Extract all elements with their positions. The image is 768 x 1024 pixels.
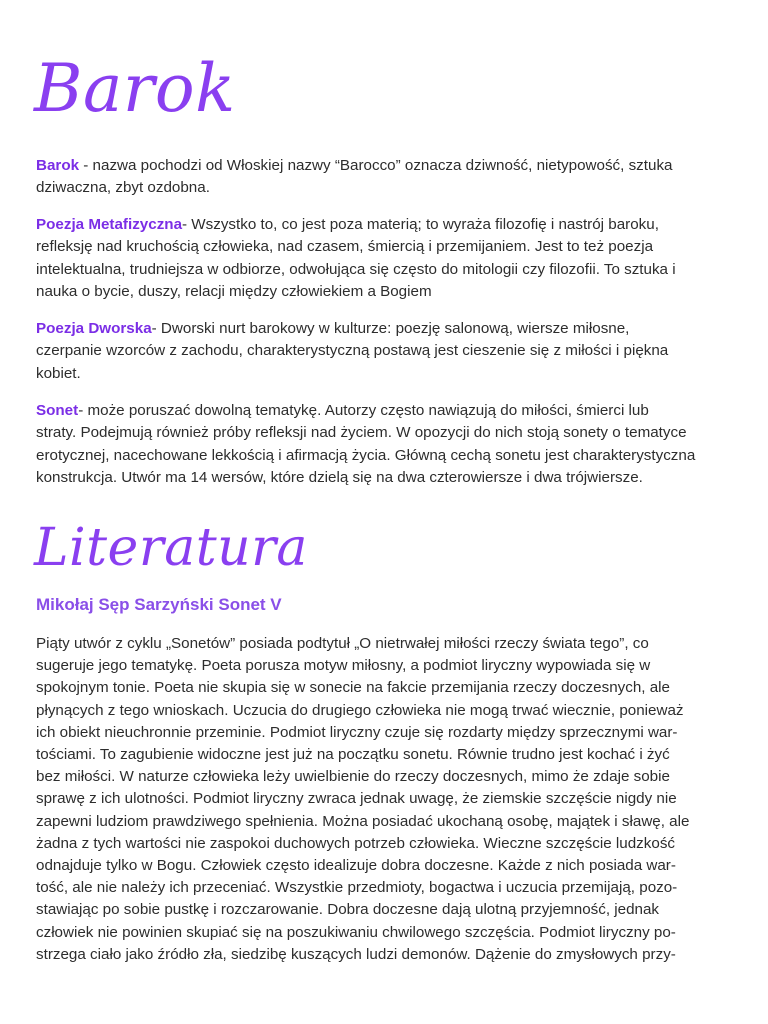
definition-term: Poezja Dworska [36,320,152,337]
definition-text: kobiet. [36,364,81,382]
essay-line: sprawę z ich ulotności. Podmiot liryczny zwraca jednak uwagę, że ziemskie szczęście nigdy nie [36,790,677,808]
definition-term: Sonet [36,402,79,419]
definition-text: - nazwa pochodzi od Włoskiej nazwy “Barocco” oznacza dziwność, nietypowość, sztuka [79,157,673,174]
definition-text: - Wszystko to, co jest poza materią; to wyraża filozofię i nastrój baroku, [182,216,659,233]
essay-line: tość, ale nie należy ich przeceniać. Wszystkie przedmioty, bogactwa i uczucia przemijają, pozo- [36,879,678,897]
essay-line: Piąty utwór z cyklu „Sonetów” posiada podtytuł „O nietrwałej miłości rzeczy świata tego”, co [36,635,649,652]
essay-heading: Mikołaj Sęp Sarzyński Sonet V [36,595,282,614]
definition-term: Poezja Metafizyczna [36,216,183,233]
definition-sonet [36,400,736,490]
essay-line: sugeruje jego tematykę. Poeta porusza motyw miłosny, a podmiot liryczny wypowiada się w [36,657,651,675]
essay-line: tościami. To zagubienie widoczne jest już na początku sonetu. Równie trudno jest kochać i żyć [36,746,670,764]
definition-text: czerpanie wzorców z zachodu, charakterystyczną postawą jest cieszenie się z miłości i piękna [36,342,669,360]
definition-text: konstrukcja. Utwór ma 14 wersów, które dzielą się na dwa czterowiersze i dwa trójwiersze. [36,469,643,487]
essay-line: strzega ciało jako źródło zła, siedzibę kuszących ludzi demonów. Dążenie do zmysłowych przy- [36,945,676,963]
section-title-barok: Barok [34,50,236,127]
essay-line: zapewni ludziom prawdziwego spełnienia. Można posiadać ukochaną osobę, majątek i sławę, ale [36,812,690,830]
essay-body [36,633,736,966]
definition-text: refleksję nad kruchością człowieka, nad czasem, śmiercią i przemijaniem. Jest to też poezja [36,238,654,256]
essay-line: spokojnym tonie. Poeta nie skupia się w sonecie na fakcie przemijania rzeczy doczesnych, ale [36,679,670,697]
essay-line: stawiając po sobie pustkę i rozczarowanie. Dobra doczesne dają ulotną przyjemność, jednak [36,901,660,919]
definition-poezja-dworska [36,318,736,385]
definition-barok [36,155,736,200]
definition-text: - może poruszać dowolną tematykę. Autorzy często nawiązują do miłości, śmierci lub [78,402,649,419]
essay-line: ich obiekt nieuchronnie przeminie. Podmiot liryczny czuje się rozdarty między sprzecznymi war- [36,723,678,741]
definition-text: - Dworski nurt barokowy w kulturze: poezję salonową, wiersze miłosne, [151,320,630,337]
definition-poezja-metafizyczna [36,214,736,304]
essay-line: płynących z tego wnioskach. Uczucia do drugiego człowieka nie mogą trwać wiecznie, ponieważ [36,701,684,719]
essay-line: bez miłości. W naturze człowieka leży uwielbienie do rzeczy doczesnych, mimo że zdaje sobie [36,768,670,786]
definition-text: intelektualna, trudniejsza w odbiorze, odwołująca się często do mitologii czy filozofii. To sztuka i [36,260,676,278]
definition-text: straty. Podejmują również próby refleksji nad życiem. W opozycji do nich stoją sonety o tematyce [36,424,687,442]
definition-term: Barok [36,157,80,174]
definition-text: erotycznej, nacechowane lekkością i afirmacją życia. Główną cechą sonetu jest charakterystyczna [36,446,696,464]
essay-line: żadna z tych wartości nie zaspokoi duchowych potrzeb człowieka. Wieczne szczęście ludzkość [36,834,676,852]
essay-line: odnajduje tylko w Bogu. Człowiek często idealizuje dobra doczesne. Każde z nich posiada war- [36,857,676,875]
section-title-literatura: Literatura [34,518,308,578]
definition-text: dziwaczna, zbyt ozdobna. [36,179,210,197]
essay-line: człowiek nie powinien skupiać się na poszukiwaniu chwilowego szczęścia. Podmiot liryczny po- [36,923,676,941]
definition-text: nauka o bycie, duszy, relacji między człowiekiem a Bogiem [36,283,432,301]
